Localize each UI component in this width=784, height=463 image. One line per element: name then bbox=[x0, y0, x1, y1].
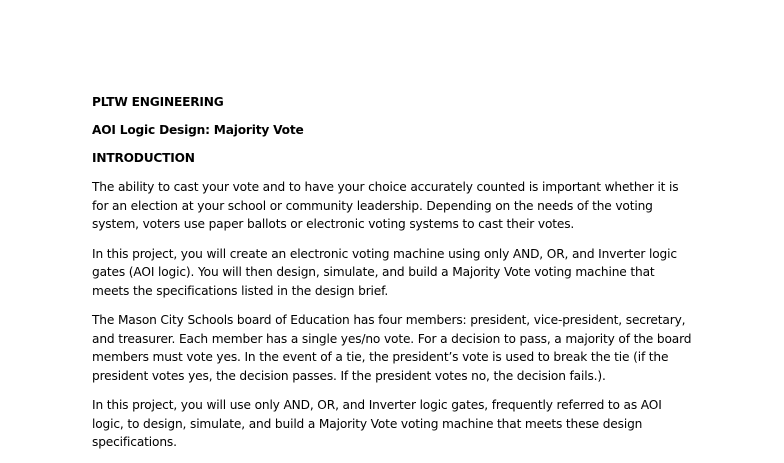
org-heading: PLTW ENGINEERING bbox=[92, 95, 224, 109]
paragraph-1: The ability to cast your vote and to have your choice accurately counted is important whether it is for an election at your school or community leadership. Depending on the needs of the voting system, voters use paper ballots or electronic voting systems to cast their votes. bbox=[92, 180, 679, 231]
document-title: AOI Logic Design: Majority Vote bbox=[92, 123, 304, 137]
section-heading: INTRODUCTION bbox=[92, 151, 195, 165]
paragraph-3: The Mason City Schools board of Education has four members: president, vice-president, secretary, and treasurer. Each member has a single yes/no vote. For a decision to pass, a majority of the board members must vote yes. In the event of a tie, the president’s vote is used to break the tie (if the president votes yes, the decision passes. If the president votes no, the decision fails.). bbox=[92, 313, 692, 383]
document-body bbox=[92, 94, 692, 463]
paragraph-4: In this project, you will use only AND, OR, and Inverter logic gates, frequently referred to as AOI logic, to design, simulate, and build a Majority Vote voting machine that meets these design specifications. bbox=[92, 398, 662, 449]
paragraph-2: In this project, you will create an electronic voting machine using only AND, OR, and Inverter logic gates (AOI logic). You will then design, simulate, and build a Majority Vote voting machine that meets the specifications listed in the design brief. bbox=[92, 246, 677, 298]
